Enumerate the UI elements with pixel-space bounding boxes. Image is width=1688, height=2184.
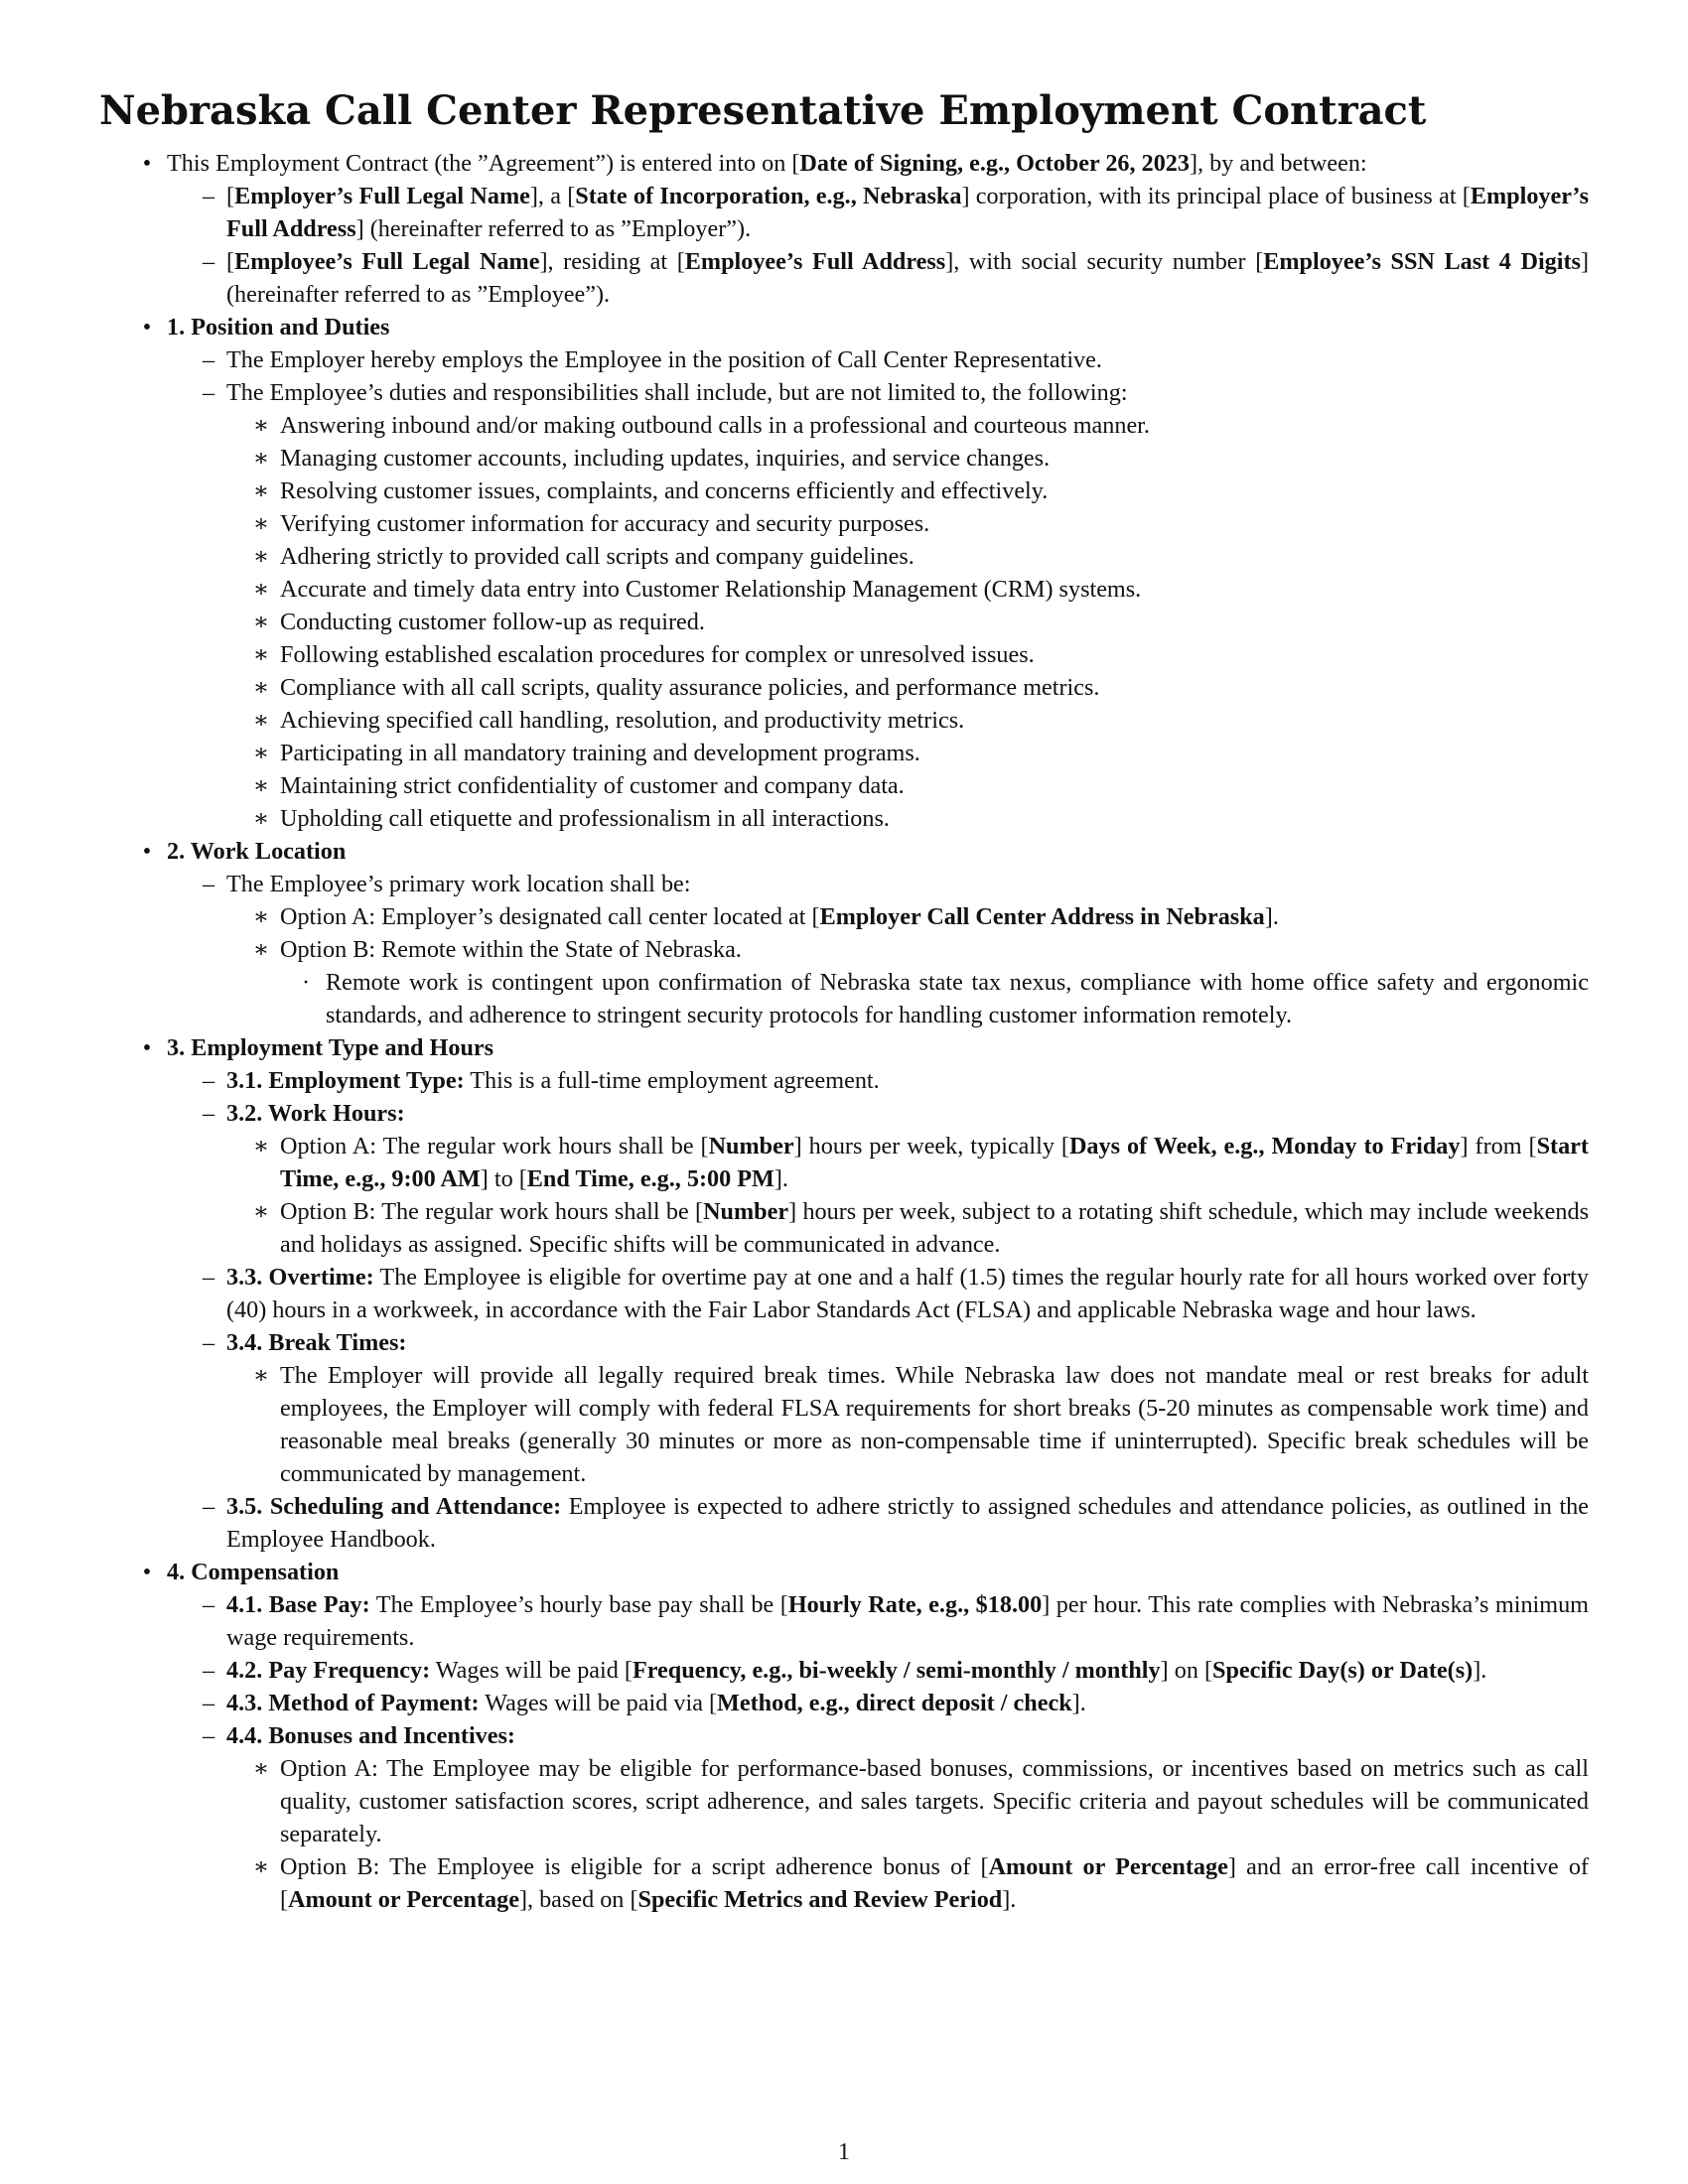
- section-heading: • 3. Employment Type and Hours: [99, 1031, 1589, 1064]
- dash-marker: –: [202, 1493, 215, 1520]
- location-option-b: ∗ Option B: Remote within the State of Nebraska.: [99, 933, 1589, 966]
- party-employee: – [Employee’s Full Legal Name], residing at [Employee’s Full Address], with social security number [Employee’s SSN Last 4 Digits] (hereinafter referred to as ”Employee”).: [99, 245, 1589, 311]
- list-item: – The Employer hereby employs the Employee in the position of Call Center Representative.: [99, 343, 1589, 376]
- hours-option-b: ∗ Option B: The regular work hours shall be [Number] hours per week, subject to a rotating shift schedule, which may include weekends and holidays as assigned. Specific shifts will be communicated in advance.: [99, 1195, 1589, 1261]
- section-heading: • 4. Compensation: [99, 1556, 1589, 1588]
- bonuses-heading: – 4.4. Bonuses and Incentives:: [99, 1719, 1589, 1752]
- asterisk-marker: ∗: [252, 1853, 270, 1880]
- bullet-marker: •: [142, 1559, 152, 1585]
- dash-marker: –: [202, 1722, 215, 1749]
- asterisk-marker: ∗: [252, 1755, 270, 1782]
- bonus-option-a: ∗ Option A: The Employee may be eligible for performance-based bonuses, commissions, or incentives based on metrics such as call quality, customer satisfaction scores, script adherence, and sales targets. Specific criteria and payout schedules will be communicated separately.: [99, 1752, 1589, 1850]
- break-times-text: ∗ The Employer will provide all legally required break times. While Nebraska law does not mandate meal or rest breaks for adult employees, the Employer will comply with federal FLSA requirements for short breaks (5-20 minutes as compensable work time) and reasonable meal breaks (generally 30 minutes or more as non-compensable time if uninterrupted). Specific break schedules will be communicated by management.: [99, 1359, 1589, 1490]
- section-heading: • 1. Position and Duties: [99, 311, 1589, 343]
- intro-paragraph: • This Employment Contract (the ”Agreement”) is entered into on [Date of Signing, e.g., October 26, 2023], by and between:: [99, 147, 1589, 180]
- duty-item: ∗ Achieving specified call handling, resolution, and productivity metrics.: [99, 704, 1589, 737]
- dash-marker: –: [202, 1690, 215, 1716]
- list-item: – The Employee’s primary work location shall be:: [99, 868, 1589, 900]
- asterisk-marker: ∗: [252, 445, 270, 472]
- work-hours-heading: – 3.2. Work Hours:: [99, 1097, 1589, 1130]
- list-item: – The Employee’s duties and responsibilities shall include, but are not limited to, the following:: [99, 376, 1589, 409]
- break-times-heading: – 3.4. Break Times:: [99, 1326, 1589, 1359]
- remote-work-note: · Remote work is contingent upon confirmation of Nebraska state tax nexus, compliance with home office safety and ergonomic standards, and adherence to stringent security protocols for handling customer information remotely.: [99, 966, 1589, 1031]
- asterisk-marker: ∗: [252, 641, 270, 668]
- asterisk-marker: ∗: [252, 805, 270, 832]
- party-employer: – [Employer’s Full Legal Name], a [State of Incorporation, e.g., Nebraska] corporation, with its principal place of business at [Employer’s Full Address] (hereinafter referred to as ”Employer”).: [99, 180, 1589, 245]
- asterisk-marker: ∗: [252, 543, 270, 570]
- duty-item: ∗ Following established escalation procedures for complex or unresolved issues.: [99, 638, 1589, 671]
- asterisk-marker: ∗: [252, 609, 270, 635]
- asterisk-marker: ∗: [252, 576, 270, 603]
- dash-marker: –: [202, 1067, 215, 1094]
- asterisk-marker: ∗: [252, 674, 270, 701]
- bonus-option-b: ∗ Option B: The Employee is eligible for a script adherence bonus of [Amount or Percentage] and an error-free call incentive of [Amount or Percentage], based on [Specific Metrics and Review Period].: [99, 1850, 1589, 1916]
- section-heading: • 2. Work Location: [99, 835, 1589, 868]
- hours-option-a: ∗ Option A: The regular work hours shall be [Number] hours per week, typically [Days of Week, e.g., Monday to Friday] from [Start Time, e.g., 9:00 AM] to [End Time, e.g., 5:00 PM].: [99, 1130, 1589, 1195]
- duty-item: ∗ Compliance with all call scripts, quality assurance policies, and performance metrics.: [99, 671, 1589, 704]
- asterisk-marker: ∗: [252, 412, 270, 439]
- duty-item: ∗ Upholding call etiquette and professionalism in all interactions.: [99, 802, 1589, 835]
- dash-marker: –: [202, 1591, 215, 1618]
- dash-marker: –: [202, 1100, 215, 1127]
- asterisk-marker: ∗: [252, 478, 270, 504]
- duty-item: ∗ Adhering strictly to provided call scripts and company guidelines.: [99, 540, 1589, 573]
- dash-marker: –: [202, 1329, 215, 1356]
- dash-marker: –: [202, 379, 215, 406]
- dash-marker: –: [202, 1657, 215, 1684]
- asterisk-marker: ∗: [252, 1198, 270, 1225]
- bullet-marker: •: [142, 1034, 152, 1061]
- duty-item: ∗ Accurate and timely data entry into Customer Relationship Management (CRM) systems.: [99, 573, 1589, 606]
- overtime: – 3.3. Overtime: The Employee is eligible for overtime pay at one and a half (1.5) times the regular hourly rate for all hours worked over forty (40) hours in a workweek, in accordance with the Fair Labor Standards Act (FLSA) and applicable Nebraska wage and hour laws.: [99, 1261, 1589, 1326]
- base-pay: – 4.1. Base Pay: The Employee’s hourly base pay shall be [Hourly Rate, e.g., $18.00] per hour. This rate complies with Nebraska’s minimum wage requirements.: [99, 1588, 1589, 1654]
- asterisk-marker: ∗: [252, 740, 270, 766]
- bullet-marker: •: [142, 150, 152, 177]
- bullet-marker: •: [142, 314, 152, 341]
- duty-item: ∗ Conducting customer follow-up as required.: [99, 606, 1589, 638]
- duty-item: ∗ Maintaining strict confidentiality of customer and company data.: [99, 769, 1589, 802]
- page-number: 1: [838, 2139, 850, 2165]
- duty-item: ∗ Verifying customer information for accuracy and security purposes.: [99, 507, 1589, 540]
- scheduling-attendance: – 3.5. Scheduling and Attendance: Employee is expected to adhere strictly to assigned schedules and attendance policies, as outlined in the Employee Handbook.: [99, 1490, 1589, 1556]
- bullet-marker: •: [142, 838, 152, 865]
- asterisk-marker: ∗: [252, 510, 270, 537]
- duty-item: ∗ Participating in all mandatory training and development programs.: [99, 737, 1589, 769]
- asterisk-marker: ∗: [252, 936, 270, 963]
- dash-marker: –: [202, 346, 215, 373]
- asterisk-marker: ∗: [252, 1362, 270, 1389]
- payment-method: – 4.3. Method of Payment: Wages will be paid via [Method, e.g., direct deposit / check].: [99, 1687, 1589, 1719]
- asterisk-marker: ∗: [252, 1133, 270, 1160]
- duty-item: ∗ Resolving customer issues, complaints, and concerns efficiently and effectively.: [99, 475, 1589, 507]
- dash-marker: –: [202, 871, 215, 897]
- asterisk-marker: ∗: [252, 903, 270, 930]
- duty-item: ∗ Answering inbound and/or making outbound calls in a professional and courteous manner.: [99, 409, 1589, 442]
- page-title: Nebraska Call Center Representative Employment Contract: [99, 87, 1427, 134]
- dash-marker: –: [202, 248, 215, 275]
- employment-type: – 3.1. Employment Type: This is a full-time employment agreement.: [99, 1064, 1589, 1097]
- location-option-a: ∗ Option A: Employer’s designated call center located at [Employer Call Center Address in Nebraska].: [99, 900, 1589, 933]
- dash-marker: –: [202, 1264, 215, 1291]
- dash-marker: –: [202, 183, 215, 209]
- dot-marker: ·: [301, 969, 311, 996]
- asterisk-marker: ∗: [252, 772, 270, 799]
- contract-body: [99, 147, 1589, 1916]
- asterisk-marker: ∗: [252, 707, 270, 734]
- duty-item: ∗ Managing customer accounts, including updates, inquiries, and service changes.: [99, 442, 1589, 475]
- pay-frequency: – 4.2. Pay Frequency: Wages will be paid [Frequency, e.g., bi-weekly / semi-monthly / monthly] on [Specific Day(s) or Date(s)].: [99, 1654, 1589, 1687]
